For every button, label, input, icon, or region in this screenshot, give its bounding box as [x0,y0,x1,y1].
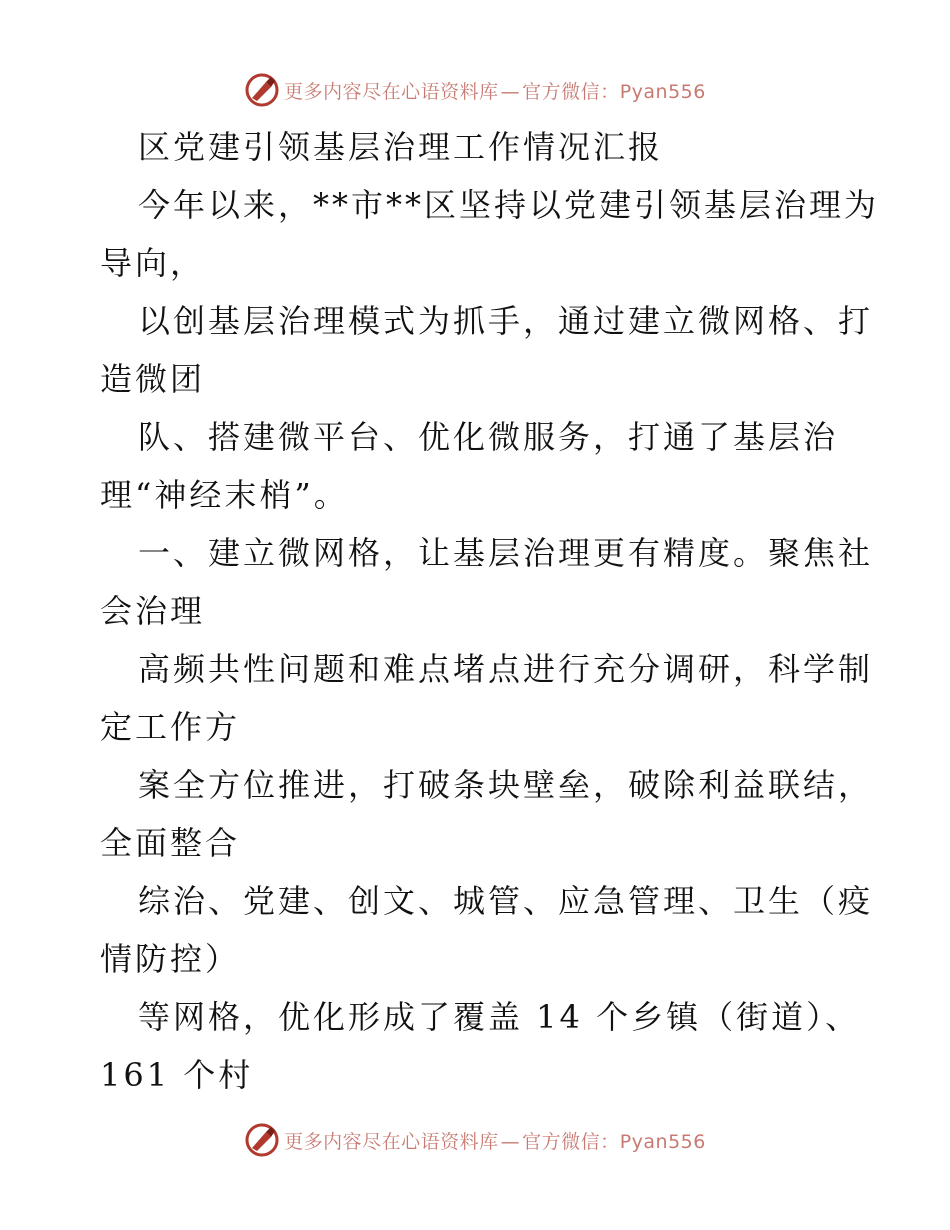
header-watermark-banner [0,70,950,110]
paragraph-line: 理“神经末梢”。 [100,476,349,514]
document-title: 区党建引领基层治理工作情况汇报 [138,128,664,166]
watermark-wechat-id: Pyan556 [619,80,706,103]
watermark-separator: — [500,80,521,103]
section-heading-line: 一、建立微网格，让基层治理更有精度。聚焦社 [138,534,874,572]
paragraph-line: 情防控） [100,940,241,978]
paragraph-line: 高频共性问题和难点堵点进行充分调研，科学制 [138,650,874,688]
paragraph-line: 导向， [100,244,206,282]
paragraph-line: 今年以来，**市**区坚持以党建引领基层治理为 [138,186,880,224]
footer-watermark-text [284,1127,706,1154]
paragraph-line: 以创基层治理模式为抓手，通过建立微网格、打 [138,302,874,340]
paragraph-line: 案全方位推进，打破条块壁垒，破除利益联结， [138,766,874,804]
paragraph-line: 队、搭建微平台、优化微服务，打通了基层治 [138,418,839,456]
header-watermark-text [284,77,706,104]
pen-nib-logo-icon [244,1122,280,1158]
pen-nib-logo-icon [244,72,280,108]
document-body [100,118,880,1104]
footer-watermark-banner [0,1120,950,1160]
watermark-wechat-id: Pyan556 [619,1130,706,1153]
paragraph-line: 会治理 [100,592,206,630]
paragraph-line: 161 个村 [100,1056,254,1094]
paragraph-line: 全面整合 [100,824,241,862]
paragraph-line: 造微团 [100,360,206,398]
paragraph-line: 等网格，优化形成了覆盖 14 个乡镇（街道）、 [138,998,861,1036]
watermark-site-name: 更多内容尽在心语资料库 [284,1130,499,1153]
watermark-wechat-label: 官方微信： [522,80,620,103]
paragraph-line: 综治、党建、创文、城管、应急管理、卫生（疫 [138,882,874,920]
paragraph-line: 定工作方 [100,708,241,746]
watermark-site-name: 更多内容尽在心语资料库 [284,80,499,103]
watermark-separator: — [500,1130,521,1153]
watermark-wechat-label: 官方微信： [522,1130,620,1153]
